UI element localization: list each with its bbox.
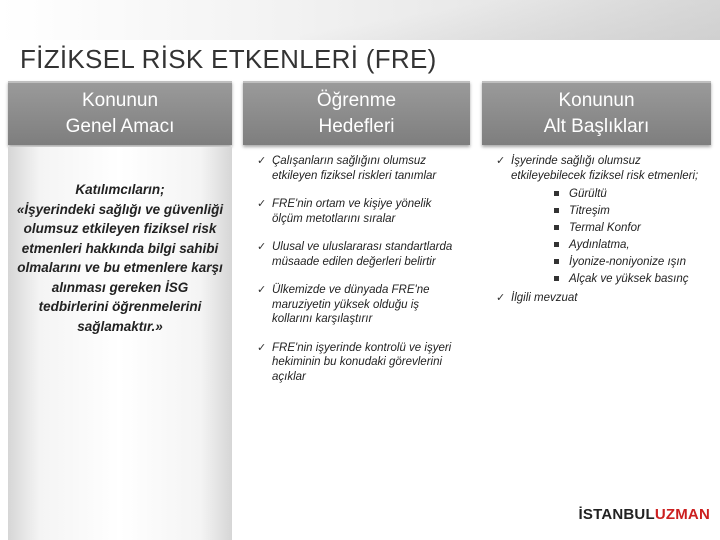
list-item-text: İlgili mevzuat [511, 292, 578, 304]
check-icon: ✓ [496, 291, 506, 304]
sublist-item [554, 271, 704, 288]
check-icon: ✓ [257, 154, 267, 167]
list-item [257, 197, 462, 226]
sublist-item-text: Alçak ve yüksek basınç [569, 273, 689, 285]
objectives-list [257, 154, 462, 398]
brand-logo [579, 506, 710, 523]
list-item [496, 291, 704, 306]
sublist-item-text: İyonize-noniyonize ışın [569, 256, 686, 268]
list-item-text: FRE'nin ortam ve kişiye yönelik ölçüm metotlarını sıralar [272, 198, 432, 225]
risk-factor-list [511, 186, 704, 288]
objectives-header-label: Öğrenme Hedefleri [316, 90, 397, 137]
square-bullet-icon [554, 242, 559, 247]
square-bullet-icon [554, 225, 559, 230]
purpose-body: «İşyerindeki sağlığı ve güvenliği olumsuz etkileyen fiziksel risk etmenleri hakkında bilgi sahibi olmalarını ve bu etmenlere karşı alınması gereken İSG tedbirlerini öğrenmelerini sağlamaktır.» [16, 201, 224, 334]
sublist-item [554, 220, 704, 237]
purpose-intro: Katılımcıların; [75, 182, 165, 197]
square-bullet-icon [554, 208, 559, 213]
purpose-header [8, 81, 232, 145]
sublist-item [554, 186, 704, 203]
decorative-sweep [300, 0, 720, 40]
check-icon: ✓ [257, 283, 267, 296]
logo-part-1: İSTANBUL [578, 506, 655, 523]
list-item-text: Çalışanların sağlığını olumsuz etkileyen fiziksel riskleri tanımlar [272, 155, 437, 182]
objectives-header [243, 81, 470, 145]
check-icon: ✓ [257, 197, 267, 210]
sublist-item-text: Termal Konfor [569, 222, 641, 234]
sublist-item [554, 254, 704, 271]
list-item [257, 154, 462, 183]
check-icon: ✓ [496, 154, 506, 167]
logo-part-2: UZMAN [654, 506, 710, 523]
square-bullet-icon [554, 191, 559, 196]
list-item [257, 341, 462, 385]
list-item-text: İşyerinde sağlığı olumsuz etkileyebilecek fiziksel risk etmenleri; [511, 155, 699, 182]
list-item-text: FRE'nin işyerinde kontrolü ve işyeri hekiminin bu konudaki görevlerini açıklar [272, 341, 452, 383]
purpose-header-label: Konunun Genel Amacı [65, 90, 175, 137]
sublist-item-text: Titreşim [569, 205, 610, 217]
list-item [257, 240, 462, 269]
square-bullet-icon [554, 259, 559, 264]
top-decorative-band [0, 0, 720, 40]
list-item [496, 154, 704, 288]
list-item-text: Ulusal ve uluslararası standartlarda müsaade edilen değerleri belirtir [272, 241, 453, 268]
sublist-item-text: Aydınlatma, [569, 239, 630, 251]
square-bullet-icon [554, 276, 559, 281]
list-item [257, 283, 462, 327]
purpose-text [16, 180, 224, 336]
list-item-text: Ülkemizde ve dünyada FRE'ne maruziyetin yüksek olduğu iş kollarını karşılaştırır [272, 284, 430, 325]
sublist-item [554, 203, 704, 220]
subtopics-header [482, 81, 711, 145]
subtopics-header-label: Konunun Alt Başlıkları [543, 90, 650, 137]
subtopics-list [496, 154, 704, 306]
check-icon: ✓ [257, 240, 267, 253]
sublist-item-text: Gürültü [569, 188, 607, 200]
check-icon: ✓ [257, 340, 267, 354]
sublist-item [554, 237, 704, 254]
page-title: FİZİKSEL RİSK ETKENLERİ (FRE) [20, 44, 437, 74]
